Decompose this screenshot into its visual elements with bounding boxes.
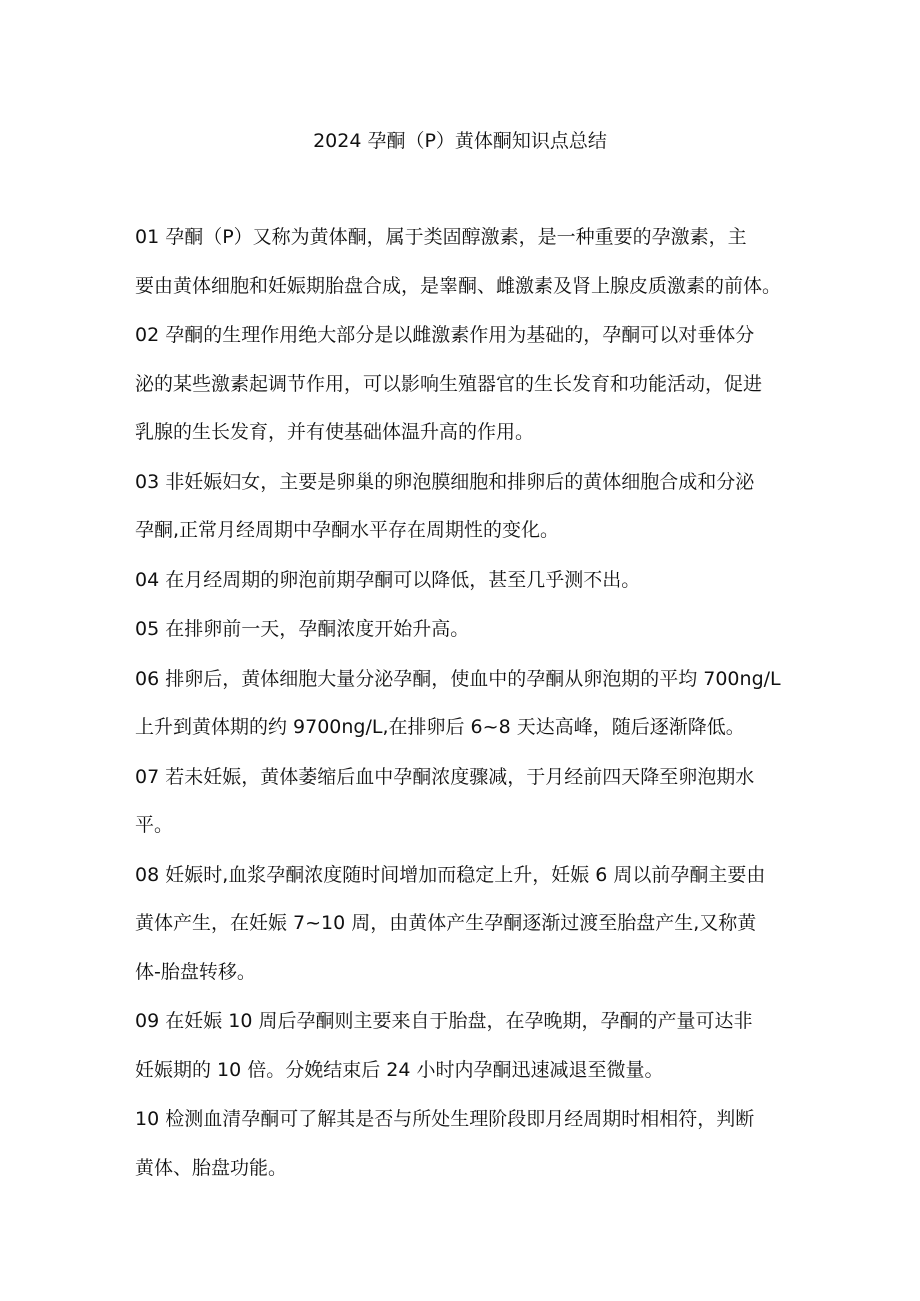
paragraph-line: 平。 bbox=[135, 814, 174, 836]
paragraph-03 bbox=[135, 467, 795, 564]
paragraph-line: 02 孕酮的生理作用绝大部分是以雌激素作用为基础的，孕酮可以对垂体分 bbox=[135, 324, 755, 346]
paragraph-line: 04 在月经周期的卵泡前期孕酮可以降低，甚至几乎测不出。 bbox=[135, 568, 641, 591]
paragraph-09 bbox=[135, 1006, 795, 1103]
paragraph-02 bbox=[135, 320, 795, 466]
paragraph-08 bbox=[135, 860, 795, 1006]
paragraph-line: 妊娠期的 10 倍。分娩结束后 24 小时内孕酮迅速减退至微量。 bbox=[135, 1058, 664, 1081]
paragraph-line: 体-胎盘转移。 bbox=[135, 960, 256, 983]
paragraph-04 bbox=[135, 565, 795, 614]
paragraph-06 bbox=[135, 664, 795, 761]
paragraph-line: 08 妊娠时,血浆孕酮浓度随时间增加而稳定上升，妊娠 6 周以前孕酮主要由 bbox=[135, 863, 766, 886]
paragraph-line: 07 若未妊娠，黄体萎缩后血中孕酮浓度骤减，于月经前四天降至卵泡期水 bbox=[135, 765, 755, 788]
paragraph-line: 06 排卵后，黄体细胞大量分泌孕酮，使血中的孕酮从卵泡期的平均 700ng/L bbox=[135, 667, 781, 690]
paragraph-line: 10 检测血清孕酮可了解其是否与所处生理阶段即月经周期时相相符，判断 bbox=[135, 1108, 755, 1130]
paragraph-line: 03 非妊娠妇女，主要是卵巢的卵泡膜细胞和排卵后的黄体细胞合成和分泌 bbox=[135, 470, 755, 493]
paragraph-line: 09 在妊娠 10 周后孕酮则主要来自于胎盘，在孕晚期，孕酮的产量可达非 bbox=[135, 1010, 753, 1032]
paragraph-line: 孕酮,正常月经周期中孕酮水平存在周期性的变化。 bbox=[135, 519, 560, 541]
paragraph-line: 05 在排卵前一天，孕酮浓度开始升高。 bbox=[135, 618, 470, 640]
document-title: 2024 孕酮（P）黄体酮知识点总结 bbox=[313, 130, 607, 152]
document-body bbox=[135, 222, 795, 1202]
paragraph-line: 上升到黄体期的约 9700ng/L,在排卵后 6~8 天达高峰，随后逐渐降低。 bbox=[135, 716, 745, 738]
paragraph-line: 黄体产生，在妊娠 7~10 周，由黄体产生孕酮逐渐过渡至胎盘产生,又称黄 bbox=[135, 912, 757, 934]
paragraph-07 bbox=[135, 762, 795, 859]
paragraph-line: 01 孕酮（P）又称为黄体酮，属于类固醇激素，是一种重要的孕激素，主 bbox=[135, 226, 747, 248]
paragraph-01 bbox=[135, 222, 795, 319]
paragraph-line: 泌的某些激素起调节作用，可以影响生殖器官的生长发育和功能活动，促进 bbox=[135, 372, 763, 395]
paragraph-line: 乳腺的生长发育，并有使基础体温升高的作用。 bbox=[135, 421, 535, 443]
paragraph-line: 黄体、胎盘功能。 bbox=[135, 1156, 288, 1179]
paragraph-10 bbox=[135, 1104, 795, 1201]
paragraph-05 bbox=[135, 614, 795, 663]
paragraph-line: 要由黄体细胞和妊娠期胎盘合成，是睾酮、雌激素及肾上腺皮质激素的前体。 bbox=[135, 274, 782, 297]
